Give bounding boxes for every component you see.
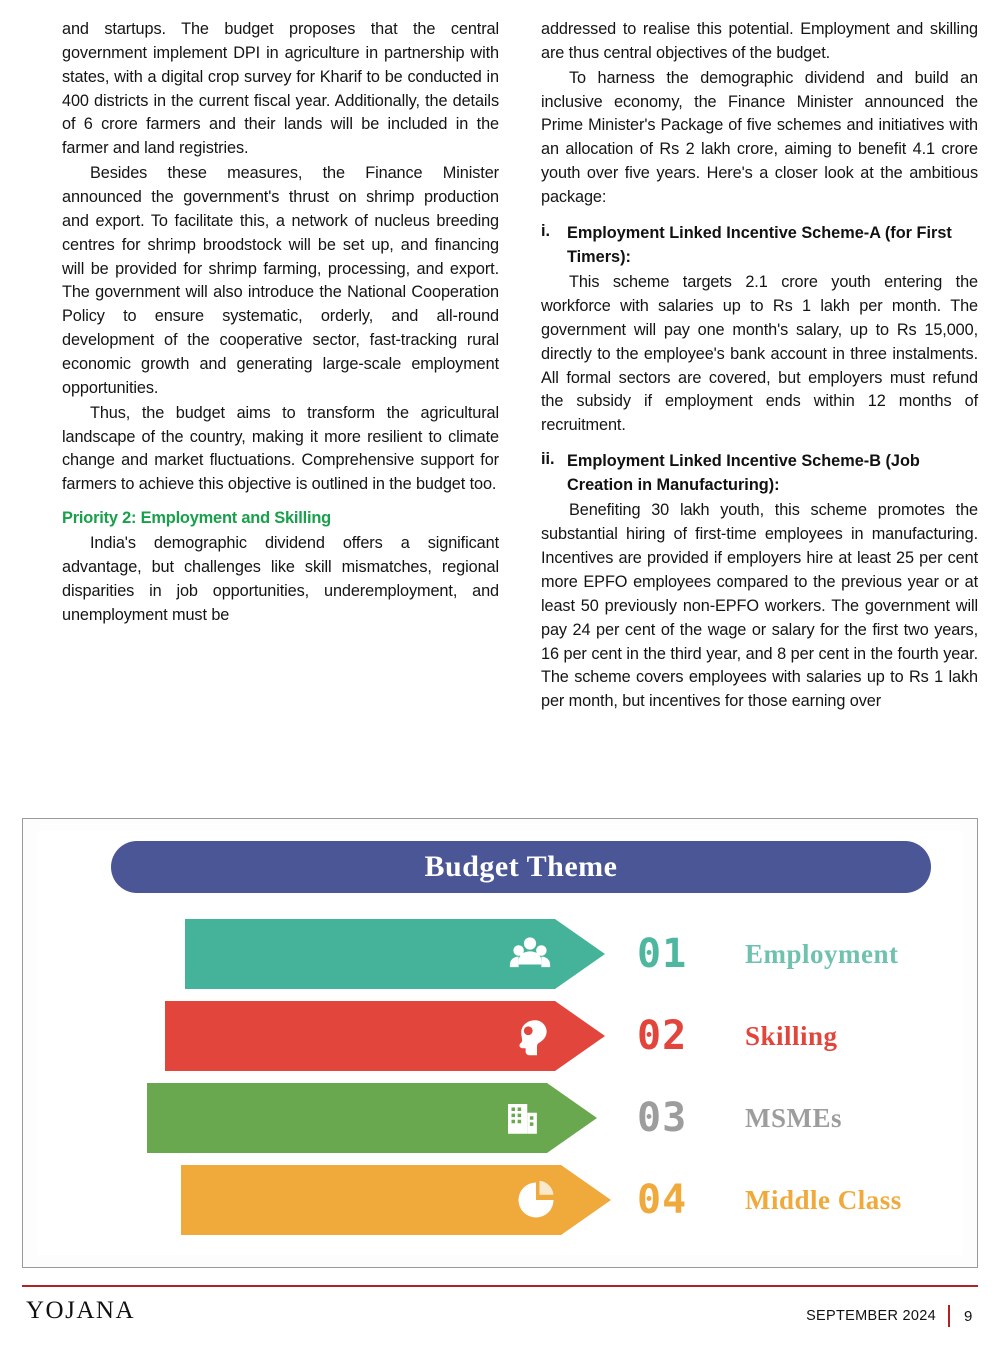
label-number: 02: [637, 1013, 688, 1059]
arrow-row-skilling: [165, 1001, 605, 1071]
right-column: [541, 18, 978, 808]
list-item: [541, 450, 978, 497]
label-row-msmes: [637, 1083, 967, 1153]
arrow-row-msmes: [147, 1083, 597, 1153]
budget-theme-figure: [22, 818, 978, 1268]
paragraph: Benefiting 30 lakh youth, this scheme promotes the substantial hiring of first-time employees in manufacturing. Incentives are provided if employers hire at least 25 per cent more EPFO employees compared to the previous year or at least 50 previously non-EPFO workers. The government will pay 24 per cent of the wage or salary for the first two years, 16 per cent in the third year, and 8 per cent in the fourth year. The scheme covers employees with salaries up to Rs 1 lakh per month, but incentives for those earning over: [541, 501, 978, 711]
label-text: Middle Class: [745, 1184, 902, 1215]
factory-building-icon: [501, 1097, 543, 1139]
arrow-row-middle-class: [181, 1165, 611, 1235]
paragraph: This scheme targets 2.1 crore youth entering the workforce with salaries up to Rs 1 lakh per month. The government will pay one month's salary, up to Rs 15,000, directly to the employee's bank account in three instalments. All formal sectors are covered, but employers must refund the subsidy if employment ends within 12 months of recruitment.: [541, 273, 978, 435]
label-number: 04: [637, 1177, 688, 1223]
figure-canvas: [37, 831, 963, 1255]
page-number: 9: [964, 1307, 973, 1325]
list-item-number: i.: [541, 221, 551, 240]
head-idea-icon: [509, 1015, 551, 1057]
label-text: MSMEs: [745, 1102, 842, 1133]
page-footer: [22, 1295, 978, 1335]
label-number: 01: [637, 931, 688, 977]
section-heading: Priority 2: Employment and Skilling: [62, 509, 331, 528]
list-item: [541, 222, 978, 269]
footer-divider: [22, 1285, 978, 1287]
paragraph: Besides these measures, the Finance Minister announced the government's thrust on shrimp production and export. To facilitate this, a network of nucleus breeding centres for shrimp broodstock will be set up, and financing will be provided for shrimp farming, processing, and export. The government will also introduce the National Cooperation Policy to ensure systematic, orderly, and all-round development of the cooperative sector, fast-tracking rural economic growth and generating large-scale employment opportunities.: [62, 164, 499, 397]
arrow-row-employment: [185, 919, 605, 989]
issue-date: SEPTEMBER 2024: [806, 1308, 936, 1324]
label-row-skilling: [637, 1001, 967, 1071]
figure-labels: [637, 919, 967, 1239]
list-item-heading: Employment Linked Incentive Scheme-A (for First Timers):: [567, 223, 952, 266]
page-content: [22, 10, 978, 1343]
paragraph: and startups. The budget proposes that the central government implement DPI in agriculture in partnership with states, with a digital crop survey for Kharif to be conducted in 400 districts in the current fiscal year. Additionally, the details of 6 crore farmers and their lands will be included in the farmer and land registries.: [62, 20, 499, 158]
list-item-heading: Employment Linked Incentive Scheme-B (Job Creation in Manufacturing):: [567, 452, 920, 494]
people-group-icon: [509, 933, 551, 975]
footer-meta: [806, 1305, 978, 1327]
label-text: Skilling: [745, 1020, 838, 1051]
paragraph: India's demographic dividend offers a significant advantage, but challenges like skill mismatches, regional disparities in job opportunities, underemployment, and unemployment must be: [62, 534, 499, 624]
figure-title-banner: [111, 841, 931, 893]
figure-arrows: [137, 919, 607, 1239]
paragraph: To harness the demographic dividend and build an inclusive economy, the Finance Minister announced the Prime Minister's Package of five schemes and initiatives with an allocation of Rs 2 lakh crore, aiming to benefit 4.1 crore youth over five years. Here's a closer look at the ambitious package:: [541, 68, 978, 207]
figure-title: Budget Theme: [424, 850, 618, 883]
pie-chart-icon: [515, 1179, 557, 1221]
paragraph: Thus, the budget aims to transform the agricultural landscape of the country, making it more resilient to climate change and market fluctuations. Comprehensive support for farmers to achieve this objective is outlined in the budget too.: [62, 403, 499, 494]
label-row-employment: [637, 919, 967, 989]
article-columns: [62, 18, 978, 808]
paragraph: addressed to realise this potential. Employment and skilling are thus central objectives of the budget.: [541, 20, 978, 62]
label-number: 03: [637, 1095, 688, 1141]
label-row-middle-class: [637, 1165, 967, 1235]
publication-logo: YOJANA: [26, 1297, 135, 1324]
label-text: Employment: [745, 938, 899, 969]
left-column: [62, 18, 499, 808]
list-item-number: ii.: [541, 450, 555, 469]
